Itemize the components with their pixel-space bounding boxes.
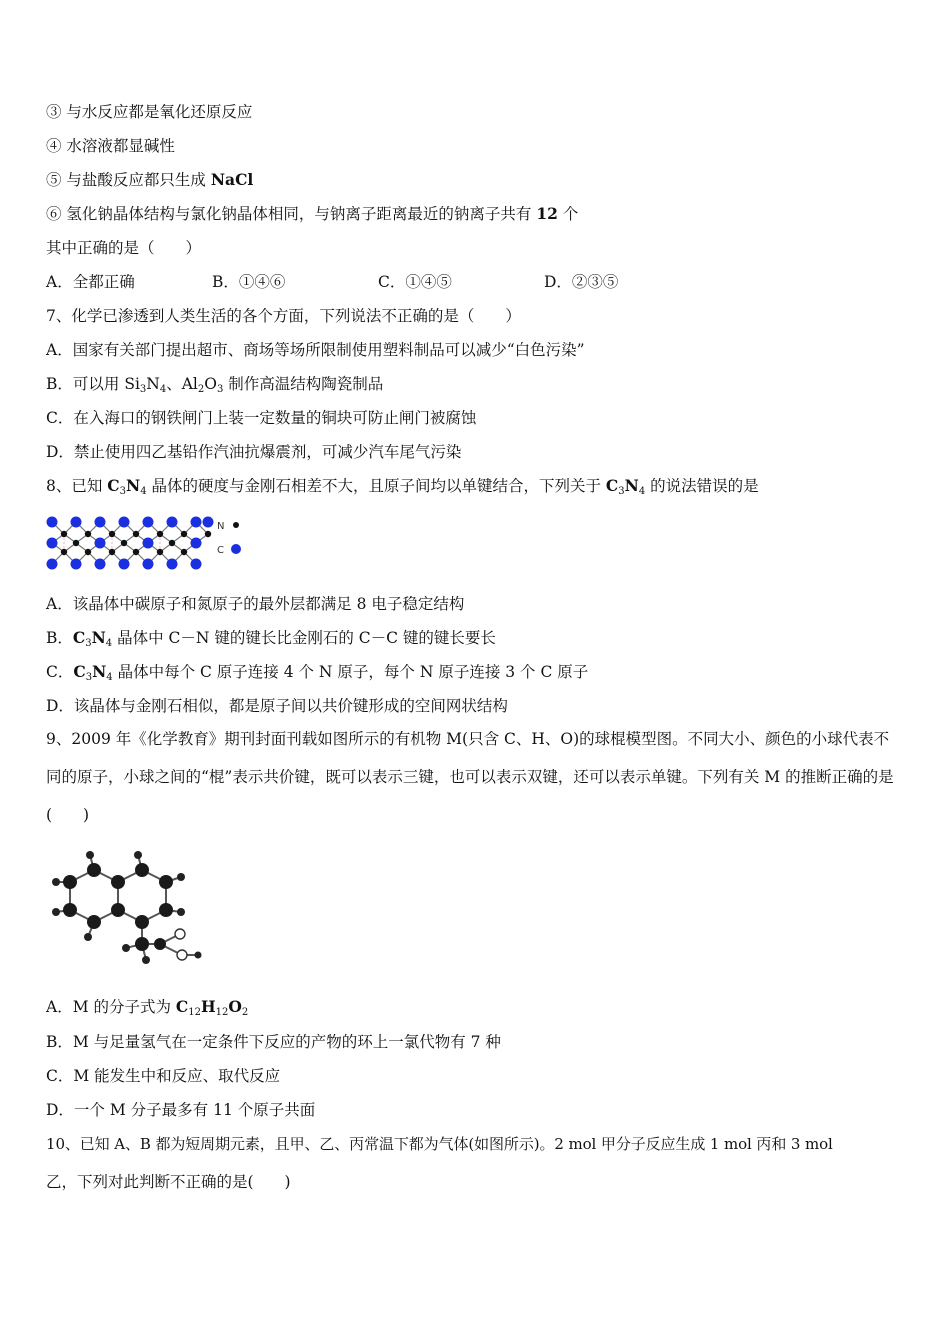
- nitrogen-atom: [203, 517, 214, 528]
- hydrogen-atom: [122, 944, 130, 952]
- carbon-atom: [111, 875, 125, 889]
- nitrogen-atom: [71, 559, 82, 570]
- carbon-atom: [205, 531, 211, 537]
- carbon-atom: [135, 863, 149, 877]
- hydrogen-atom: [177, 873, 185, 881]
- nitrogen-atom: [143, 517, 154, 528]
- carbon-atom: [87, 863, 101, 877]
- hydrogen-atom: [52, 878, 60, 886]
- hydrogen-atom: [86, 851, 94, 859]
- statement-4: ④ 水溶液都显碱性: [46, 137, 175, 155]
- carbon-atom: [85, 549, 91, 555]
- oxygen-atoms: [175, 929, 187, 960]
- question-10-stem-line-1: 10、已知 A、B 都为短周期元素，且甲、乙、丙常温下都为气体(如图所示)。2 mol 甲分子反应生成 1 mol 丙和 3 mol: [46, 1135, 833, 1153]
- carbon-atom: [109, 531, 115, 537]
- option-a: A．全都正确: [46, 273, 135, 291]
- question-8-option-c: C．$C_3N_4$ 晶体中每个 C 原子连接 4 个 N 原子，每个 N 原子连接 3 个 C 原子: [46, 662, 589, 683]
- carbon-atom: [121, 540, 127, 546]
- nitrogen-atom: [191, 517, 202, 528]
- carbon-atom: [85, 531, 91, 537]
- carbon-atom: [63, 903, 77, 917]
- nitrogen-atom: [71, 517, 82, 528]
- question-8-option-a: A．该晶体中碳原子和氮原子的最外层都满足 8 电子稳定结构: [46, 595, 465, 613]
- question-9-option-d: D．一个 M 分子最多有 11 个原子共面: [46, 1101, 316, 1119]
- hydrogen-atom: [177, 908, 185, 916]
- nitrogen-atom: [167, 517, 178, 528]
- oxygen-atom: [177, 950, 187, 960]
- nitrogen-atom: [143, 559, 154, 570]
- oxygen-atom: [175, 929, 185, 939]
- nitrogen-atom: [47, 538, 58, 549]
- carbon-atom: [61, 549, 67, 555]
- nitrogen-atom: [191, 538, 202, 549]
- carbon-atom: [133, 549, 139, 555]
- nitrogen-atom: [95, 517, 106, 528]
- molecule-m-ball-stick-figure: [46, 846, 206, 970]
- carbon-atom: [181, 531, 187, 537]
- nitrogen-atoms: [47, 517, 214, 570]
- question-7-option-d: D．禁止使用四乙基铅作汽油抗爆震剂，可减少汽车尾气污染: [46, 443, 462, 461]
- nitrogen-atom: [191, 559, 202, 570]
- carbon-atom: [61, 531, 67, 537]
- carbon-atom: [133, 531, 139, 537]
- question-6-options: [46, 272, 710, 292]
- question-9-option-b: B．M 与足量氢气在一定条件下反应的产物的环上一氯代物有 7 种: [46, 1033, 501, 1051]
- hydrogen-atom: [52, 908, 60, 916]
- carbon-atom: [73, 540, 79, 546]
- carbon-atom: [87, 915, 101, 929]
- question-6-ask: 其中正确的是（ ）: [46, 239, 202, 257]
- nitrogen-atom: [167, 559, 178, 570]
- option-d: D．②③⑤: [544, 273, 619, 291]
- carbon-atom: [157, 531, 163, 537]
- c3n4-crystal-figure: [44, 510, 249, 574]
- carbon-atom: [157, 549, 163, 555]
- question-7-option-a: A．国家有关部门提出超市、商场等场所限制使用塑料制品可以减少“白色污染”: [46, 341, 585, 359]
- legend-n-label: N: [217, 521, 225, 532]
- hydrogen-atom: [142, 956, 150, 964]
- question-7-option-c: C．在入海口的钢铁闸门上装一定数量的铜块可防止闸门被腐蚀: [46, 409, 477, 427]
- carbon-atom: [181, 549, 187, 555]
- hydrogen-atom: [84, 933, 92, 941]
- statement-6: ⑥ 氢化钠晶体结构与氯化钠晶体相同，与钠离子距离最近的钠离子共有 12 个: [46, 204, 579, 223]
- question-9-option-c: C．M 能发生中和反应、取代反应: [46, 1067, 281, 1085]
- legend-n-marker: [233, 522, 239, 528]
- carbon-atom: [135, 915, 149, 929]
- question-8-option-d: D．该晶体与金刚石相似，都是原子间以共价键形成的空间网状结构: [46, 697, 508, 715]
- carbon-atoms: [61, 531, 211, 555]
- question-9-stem: 9、2009 年《化学教育》期刊封面刊载如图所示的有机物 M(只含 C、H、O)的球棍模型图。不同大小、颜色的小球代表不同的原子，小球之间的“棍”表示共价键，既可以表示三键，也可以表示双键，还可以表示单键。下列有关 M 的推断正确的是( ): [46, 730, 894, 824]
- nitrogen-atom: [47, 517, 58, 528]
- carbon-atom: [159, 903, 173, 917]
- carbon-atom: [109, 549, 115, 555]
- option-c: C．①④⑤: [378, 273, 452, 291]
- nitrogen-atom: [47, 559, 58, 570]
- nitrogen-atom: [95, 538, 106, 549]
- carbon-atom: [135, 937, 149, 951]
- legend-c-label: C: [217, 545, 224, 556]
- hydrogen-atom: [195, 952, 202, 959]
- nitrogen-atom: [119, 517, 130, 528]
- nitrogen-atom: [95, 559, 106, 570]
- question-7-option-b: B．可以用 $Si_3N_4$、$Al_2O_3$ 制作高温结构陶瓷制品: [46, 375, 384, 395]
- carbon-atom: [63, 875, 77, 889]
- nitrogen-atom: [119, 559, 130, 570]
- carbon-atom: [159, 875, 173, 889]
- hydrogen-atom: [134, 851, 142, 859]
- question-9-option-a: A．M 的分子式为 $C_{12}H_{12}O_2$: [46, 997, 249, 1018]
- question-7-stem: 7、化学已渗透到人类生活的各个方面，下列说法不正确的是（ ）: [46, 307, 521, 325]
- question-10-stem-line-2: 乙，下列对此判断不正确的是( ): [46, 1173, 291, 1191]
- statement-3: ③ 与水反应都是氧化还原反应: [46, 103, 253, 121]
- question-8-stem: 8、已知 $C_3N_4$ 晶体的硬度与金刚石相差不大，且原子间均以单键结合，下列关于 $C_3N_4$ 的说法错误的是: [46, 476, 759, 497]
- option-b: B．①④⑥: [212, 273, 286, 291]
- nitrogen-atom: [143, 538, 154, 549]
- carbon-atom: [111, 903, 125, 917]
- statement-5: ⑤ 与盐酸反应都只生成 NaCl: [46, 170, 254, 189]
- carbon-atom: [154, 938, 166, 950]
- question-8-option-b: B．$C_3N_4$ 晶体中 C－N 键的键长比金刚石的 C－C 键的键长要长: [46, 628, 496, 649]
- carbon-atom: [169, 540, 175, 546]
- legend-c-marker: [231, 544, 241, 554]
